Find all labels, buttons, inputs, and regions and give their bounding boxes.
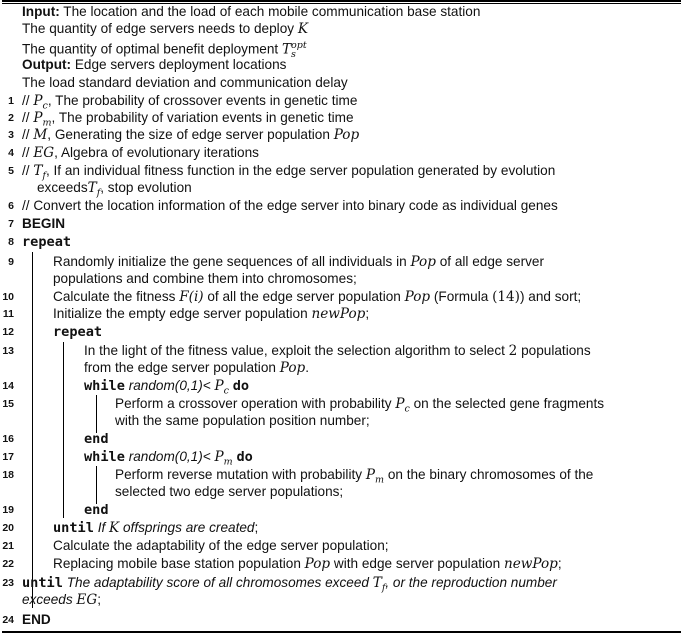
algo-line-3: // M, Generating the size of edge server population Pop — [22, 127, 360, 143]
line-number: 9 — [8, 256, 14, 268]
algo-line-6: // Convert the location information of the edge server into binary code as individual genes — [22, 198, 558, 213]
line-number: 5 — [8, 165, 14, 177]
algo-line-1: // $P_c$, The probability of crossover events in genetic time — [22, 93, 358, 112]
input-label: Input: — [22, 4, 60, 19]
line-number: 18 — [2, 469, 14, 481]
line-number: 6 — [8, 200, 14, 212]
input-line-2: The quantity of edge servers needs to deploy K — [22, 21, 308, 37]
end-keyword: end — [84, 502, 109, 518]
algo-line-18: Perform reverse mutation with probability $P_m$ on the binary chromosomes of the — [115, 467, 594, 486]
line-number: 22 — [2, 558, 14, 570]
line-number: 20 — [2, 522, 14, 534]
algo-line-20: until If K offsprings are created; — [53, 520, 259, 536]
line-number: 14 — [2, 380, 14, 392]
algo-line-5: // $T_f$, If an individual fitness function in the edge server population generated by evolution — [22, 163, 556, 182]
algo-line-13: In the light of the fitness value, exploit the selection algorithm to select 2 populations — [84, 343, 591, 359]
inner-block-bar — [63, 342, 64, 518]
bottom-rule — [2, 631, 681, 633]
algo-line-15: Perform a crossover operation with probability $P_c$ on the selected gene fragments — [115, 396, 605, 415]
algo-line-23: until The adaptability score of all chromosomes exceed $T_f$, or the reproduction number — [22, 575, 557, 594]
algo-line-15-cont: with the same population position number; — [115, 413, 370, 428]
repeat-keyword: repeat — [53, 324, 103, 340]
output-label: Output: — [22, 57, 72, 72]
begin-keyword: BEGIN — [22, 216, 66, 231]
algo-line-5-cont: exceedsT$_f$, stop evolution — [37, 180, 192, 199]
line-number: 3 — [8, 129, 14, 141]
input-text: The location and the load of each mobile communication base station — [63, 4, 481, 19]
while-block-bar — [96, 395, 97, 433]
output-line — [22, 57, 286, 73]
algo-line-17: while random(0,1)< $P_m$ do — [84, 449, 253, 468]
line-number: 17 — [2, 451, 14, 463]
line-number: 13 — [2, 345, 14, 357]
outer-block-bar — [32, 252, 33, 608]
repeat-keyword: repeat — [22, 234, 72, 250]
line-number: 21 — [2, 540, 14, 552]
line-number: 15 — [2, 398, 14, 410]
algo-line-22: Replacing mobile base station population Pop with edge server population newPop; — [53, 556, 562, 572]
input-line-3: The quantity of optimal benefit deployment $T_s^{opt}$ — [22, 40, 307, 61]
algo-line-13-cont: from the edge server population Pop. — [84, 360, 309, 376]
line-number: 1 — [8, 95, 14, 107]
algo-line-18-cont: selected two edge server populations; — [115, 484, 344, 499]
line-number: 19 — [2, 504, 14, 516]
output-line-2: The load standard deviation and communication delay — [22, 75, 348, 90]
algo-line-23-cont: exceeds EG; — [22, 592, 101, 608]
line-number: 12 — [2, 326, 14, 338]
algo-line-14: while random(0,1)< $P_c$ do — [84, 378, 250, 397]
input-line — [22, 4, 480, 20]
line-number: 4 — [8, 147, 14, 159]
line-number: 24 — [2, 614, 14, 626]
top-rule — [2, 0, 681, 2]
output-text: Edge servers deployment locations — [74, 57, 287, 72]
algo-line-4: // EG, Algebra of evolutionary iterations — [22, 145, 259, 161]
line-number: 7 — [8, 218, 14, 230]
line-number: 23 — [2, 577, 14, 589]
line-number: 16 — [2, 433, 14, 445]
algo-line-11: Initialize the empty edge server population newPop; — [53, 306, 370, 322]
end-keyword-final: END — [22, 612, 51, 627]
algo-line-9: Randomly initialize the gene sequences of all individuals in Pop of all edge server — [53, 254, 544, 270]
algo-line-21: Calculate the adaptability of the edge server population; — [53, 538, 389, 553]
algo-line-10: Calculate the fitness F(i) of all the edge server population Pop (Formula (14)) and sort; — [53, 289, 582, 305]
while-block-bar — [96, 466, 97, 504]
line-number: 10 — [2, 291, 14, 303]
line-number: 8 — [8, 236, 14, 248]
line-number: 2 — [8, 112, 14, 124]
algo-line-9-cont: populations and combine them into chromosomes; — [53, 271, 357, 286]
line-number: 11 — [2, 308, 14, 320]
end-keyword: end — [84, 431, 109, 447]
algo-line-2: // $P_m$, The probability of variation events in genetic time — [22, 110, 354, 129]
